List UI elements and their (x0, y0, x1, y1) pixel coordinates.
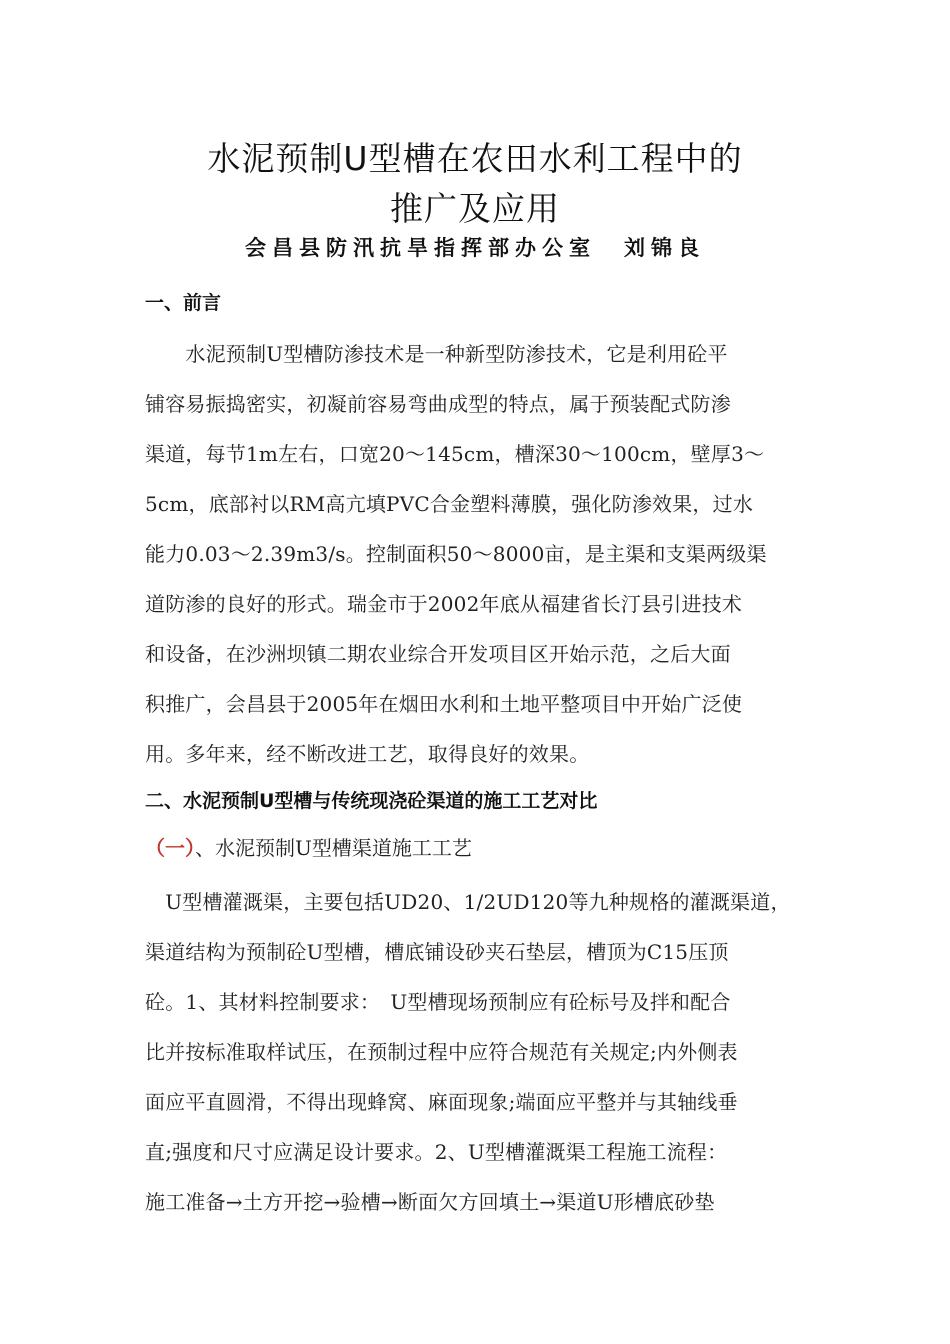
author-name: 刘锦良 (624, 235, 705, 260)
document-title-line2: 推广及应用 (390, 189, 560, 228)
paragraph-line: 能力0.03～2.39m3/s。控制面积50～8000亩，是主渠和支渠两级渠 (145, 542, 767, 566)
section-heading-comparison: 二、水泥预制U型槽与传统现浇砼渠道的施工工艺对比 (145, 790, 598, 812)
paragraph-line: 面应平直圆滑，不得出现蜂窝、麻面现象;端面应平整并与其轴线垂 (145, 1090, 738, 1114)
document-title-line1: 水泥预制U型槽在农田水利工程中的 (207, 139, 743, 178)
author-line (0, 232, 950, 262)
paragraph-line: 5cm，底部衬以RM高亢填PVC合金塑料薄膜，强化防渗效果，过水 (145, 492, 754, 516)
paragraph-line: 积推广，会昌县于2005年在烟田水利和土地平整项目中开始广泛使 (145, 692, 743, 716)
subsection-heading (145, 832, 472, 861)
paragraph-line: 渠道，每节1m左右，口宽20～145cm，槽深30～100cm，壁厚3～ (145, 442, 765, 466)
author-organization: 会昌县防汛抗旱指挥部办公室 (245, 235, 596, 260)
section-heading-preface: 一、前言 (145, 292, 222, 314)
paragraph-line: 道防渗的良好的形式。瑞金市于2002年底从福建省长汀县引进技术 (145, 592, 743, 616)
paragraph-line: 砼。1、其材料控制要求： U型槽现场预制应有砼标号及拌和配合 (145, 990, 731, 1014)
paragraph-line: 直;强度和尺寸应满足设计要求。2、U型槽灌溉渠工程施工流程： (145, 1140, 728, 1164)
paragraph-line: 和设备，在沙洲坝镇二期农业综合开发项目区开始示范，之后大面 (145, 642, 731, 666)
paragraph-line: 渠道结构为预制砼U型槽，槽底铺设砂夹石垫层，槽顶为C15压顶 (145, 940, 729, 964)
paragraph-line: 水泥预制U型槽防渗技术是一种新型防渗技术，它是利用砼平 (145, 342, 728, 366)
paragraph-line: 施工准备→土方开挖→验槽→断面欠方回填土→渠道U形槽底砂垫 (145, 1190, 715, 1214)
paragraph-line: U型槽灌溉渠，主要包括UD20、1/2UD120等九种规格的灌溉渠道， (145, 890, 791, 914)
paragraph-line: 铺容易振捣密实，初凝前容易弯曲成型的特点，属于预装配式防渗 (145, 392, 731, 416)
paragraph-line: 用。多年来，经不断改进工艺，取得良好的效果。 (145, 742, 590, 766)
subsection-title: 、水泥预制U型槽渠道施工工艺 (195, 836, 472, 860)
paragraph-line: 比并按标准取样试压，在预制过程中应符合规范有关规定;内外侧表 (145, 1040, 738, 1064)
subsection-number: （一） (145, 836, 195, 860)
